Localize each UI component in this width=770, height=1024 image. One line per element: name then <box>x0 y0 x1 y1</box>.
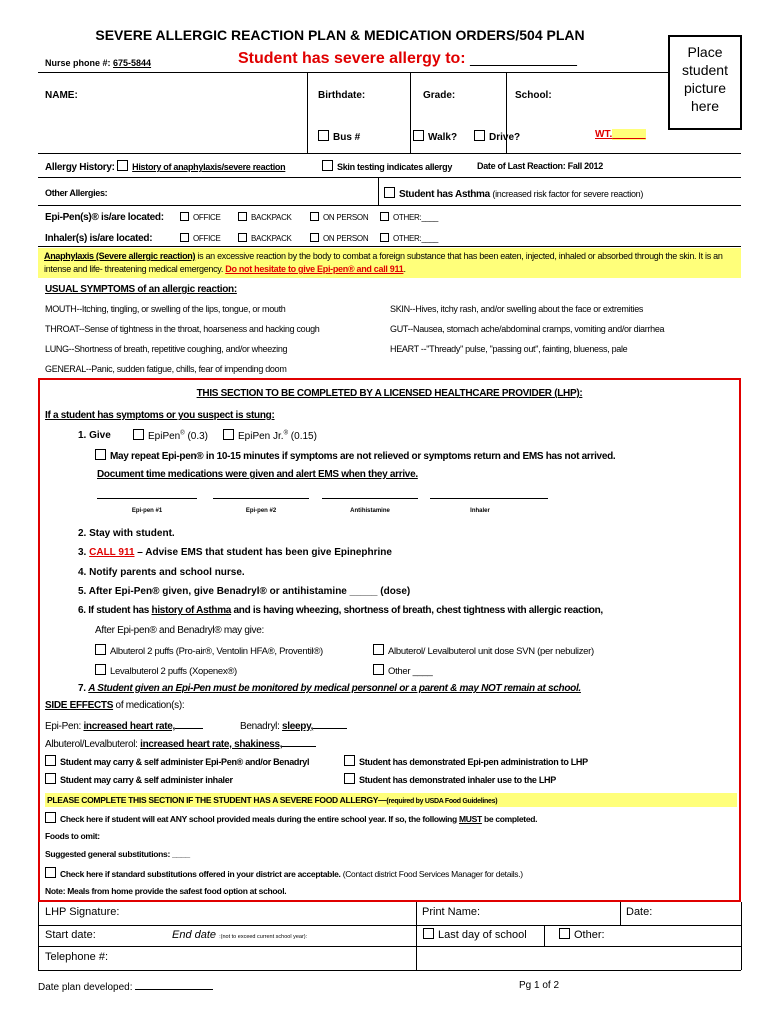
nurse-phone-label: Nurse phone #: <box>45 58 111 68</box>
step-4: 4. Notify parents and school nurse. <box>78 567 245 578</box>
carry-epipen-option: Student may carry & self administer Epi-Pen® and/or Benadryl <box>45 755 309 767</box>
home-meals-note: Note: Meals from home provide the safest food option at school. <box>45 886 287 896</box>
col-epipen-2: Epi-pen #2 <box>245 508 277 514</box>
step-2: 2. Stay with student. <box>78 528 175 539</box>
inhaler-on-person: ON PERSON <box>310 233 368 243</box>
page-number: Pg 1 of 2 <box>519 980 560 991</box>
asthma-checkbox[interactable] <box>384 187 395 198</box>
demo-inhaler-option: Student has demonstrated inhaler use to the LHP <box>344 773 556 785</box>
col-antihistamine: Antihistamine <box>350 508 390 514</box>
drive-option: Drive? <box>474 130 520 143</box>
skin-test-checkbox[interactable] <box>322 160 333 171</box>
inhaler-other: OTHER:____ <box>380 233 438 243</box>
albuterol-svn-checkbox[interactable] <box>373 644 384 655</box>
name-label: NAME: <box>45 90 78 101</box>
epipen-location-label: Epi-Pen(s)® is/are located: <box>45 212 164 223</box>
other-allergies-label: Other Allergies: <box>45 188 108 198</box>
carry-epipen-checkbox[interactable] <box>45 755 56 766</box>
standard-subs-checkbox[interactable] <box>45 867 56 878</box>
step1-label: 1. Give <box>78 430 111 441</box>
demo-inhaler-checkbox[interactable] <box>344 773 355 784</box>
symptom-lung: LUNG--Shortness of breath, repetitive coughing, and/or wheezing <box>45 344 288 354</box>
student-photo-placeholder[interactable]: Place student picture here <box>668 35 742 130</box>
albuterol-side-effects: Albuterol/Levalbuterol: increased heart rate, shakiness, <box>45 737 316 750</box>
inhaler-office: OFFICE <box>180 233 221 243</box>
carry-inhaler-checkbox[interactable] <box>45 773 56 784</box>
other-end-checkbox[interactable] <box>559 928 570 939</box>
skin-test-option: Skin testing indicates allergy <box>322 160 452 172</box>
epipen-checkbox[interactable] <box>133 429 144 440</box>
drive-checkbox[interactable] <box>474 130 485 141</box>
inhaler-on-person-checkbox[interactable] <box>310 233 319 242</box>
step-6: 6. If student has history of Asthma and is having wheezing, shortness of breath, chest tightness with allergic reaction, <box>78 605 603 616</box>
epipen-option: EpiPen® (0.3) <box>133 429 208 442</box>
severe-allergy-label: Student has severe allergy to: <box>238 50 466 67</box>
foods-to-omit-label: Foods to omit: <box>45 831 100 841</box>
school-meals-option: Check here if student will eat ANY school provided meals during the entire school year. If so, the following MUST be completed. <box>45 812 537 824</box>
severe-allergy <box>238 50 577 68</box>
epipen-jr-checkbox[interactable] <box>223 429 234 440</box>
nurse-phone <box>45 58 151 68</box>
symptom-throat: THROAT--Sense of tightness in the throat, hoarseness and hacking cough <box>45 324 320 334</box>
telephone-label: Telephone #: <box>45 951 108 963</box>
symptom-mouth: MOUTH--Itching, tingling, or swelling of the lips, tongue, or mouth <box>45 304 286 314</box>
other-med-checkbox[interactable] <box>373 664 384 675</box>
walk-option: Walk? <box>413 130 457 143</box>
other-end-option: Other: <box>559 928 605 941</box>
weight-field[interactable]: WT.______ <box>595 129 646 140</box>
repeat-epipen: May repeat Epi-pen® in 10-15 minutes if symptoms are not relieved or symptoms return and EMS has not arrived. <box>95 449 615 462</box>
nurse-phone-value: 675-5844 <box>113 58 152 68</box>
last-day-checkbox[interactable] <box>423 928 434 939</box>
step-5: 5. After Epi-Pen® given, give Benadryl® or antihistamine _____ (dose) <box>78 586 411 597</box>
epipen-backpack: BACKPACK <box>238 212 292 222</box>
start-date-label: Start date: <box>45 929 96 941</box>
step-3: 3. CALL 911 – Advise EMS that student has been give Epinephrine <box>78 547 392 558</box>
symptom-gut: GUT--Nausea, stomach ache/abdominal cramps, vomiting and/or diarrhea <box>390 324 665 334</box>
school-meals-checkbox[interactable] <box>45 812 56 823</box>
after-meds: After Epi-pen® and Benadryl® may give: <box>95 625 264 636</box>
epipen-side-effects: Epi-Pen: increased heart rate, <box>45 719 203 732</box>
walk-checkbox[interactable] <box>413 130 424 141</box>
epipen-on-person: ON PERSON <box>310 212 368 222</box>
end-date-label: End date :(not to exceed current school year): <box>172 929 308 941</box>
demo-epipen-option: Student has demonstrated Epi-pen administration to LHP <box>344 755 588 767</box>
albuterol-svn-option: Albuterol/ Levalbuterol unit dose SVN (per nebulizer) <box>373 644 594 657</box>
inhaler-location-label: Inhaler(s) is/are located: <box>45 233 153 244</box>
albuterol-option: Albuterol 2 puffs (Pro-air®, Ventolin HFA®, Proventil®) <box>95 644 323 657</box>
allergy-history-row: Allergy History: History of anaphylaxis/severe reaction <box>45 162 286 173</box>
symptoms-heading: USUAL SYMPTOMS of an allergic reaction: <box>45 284 237 295</box>
symptom-skin: SKIN--Hives, itchy rash, and/or swelling about the face or extremities <box>390 304 644 314</box>
epipen-other: OTHER:____ <box>380 212 438 222</box>
bus-option: Bus # <box>318 130 360 143</box>
school-label: School: <box>515 90 552 101</box>
lhp-section-title: THIS SECTION TO BE COMPLETED BY A LICENSED HEALTHCARE PROVIDER (LHP): <box>196 388 583 399</box>
epipen-backpack-checkbox[interactable] <box>238 212 247 221</box>
symptom-heart: HEART --"Thready" pulse, "passing out", fainting, blueness, pale <box>390 344 628 354</box>
severe-allergy-value: ____________ <box>470 50 577 67</box>
demo-epipen-checkbox[interactable] <box>344 755 355 766</box>
benadryl-side-effects: Benadryl: sleepy, <box>240 719 347 732</box>
col-epipen-1: Epi-pen #1 <box>131 508 163 514</box>
repeat-epipen-checkbox[interactable] <box>95 449 106 460</box>
epipen-on-person-checkbox[interactable] <box>310 212 319 221</box>
epipen-other-checkbox[interactable] <box>380 212 389 221</box>
print-name-label: Print Name: <box>422 906 481 918</box>
lhp-signature-label: LHP Signature: <box>45 906 120 918</box>
food-allergy-heading: PLEASE COMPLETE THIS SECTION IF THE STUDENT HAS A SEVERE FOOD ALLERGY—(required by USDA Food Guidelines) <box>45 793 737 807</box>
grade-label: Grade: <box>423 90 456 101</box>
epipen-jr-option: EpiPen Jr.® (0.15) <box>223 429 317 442</box>
levalbuterol-checkbox[interactable] <box>95 664 106 675</box>
inhaler-other-checkbox[interactable] <box>380 233 389 242</box>
step-7: 7. A Student given an Epi-Pen must be monitored by medical personnel or a parent & may NOT remain at school. <box>78 683 581 694</box>
carry-inhaler-option: Student may carry & self administer inhaler <box>45 773 233 785</box>
standard-subs-option: Check here if standard substitutions offered in your district are acceptable. (Contact district Food Services Manager for details.) <box>45 867 523 879</box>
document-time: Document time medications were given and alert EMS when they arrive. <box>97 469 418 480</box>
date-label: Date: <box>626 906 653 918</box>
inhaler-office-checkbox[interactable] <box>180 233 189 242</box>
anaphylaxis-definition: Anaphylaxis (Severe allergic reaction) is an excessive reaction by the body to combat a foreign substance that has been eaten, injected, inhaled or absorbed through the skin. It is an intense and life- threatening medical emergency. Do not hesitate to give Epi-pen® and call 911. <box>38 248 741 278</box>
albuterol-checkbox[interactable] <box>95 644 106 655</box>
epipen-office: OFFICE <box>180 212 221 222</box>
date-plan-developed: Date plan developed: <box>38 980 213 993</box>
inhaler-backpack: BACKPACK <box>238 233 292 243</box>
bus-checkbox[interactable] <box>318 130 329 141</box>
asthma-option: Student has Asthma (increased risk factor for severe reaction) <box>384 187 643 200</box>
epipen-office-checkbox[interactable] <box>180 212 189 221</box>
side-effects-heading: SIDE EFFECTS of medication(s): <box>45 700 185 711</box>
birthdate-label: Birthdate: <box>318 90 366 101</box>
inhaler-backpack-checkbox[interactable] <box>238 233 247 242</box>
other-med-option: Other ____ <box>373 664 433 677</box>
page-title: SEVERE ALLERGIC REACTION PLAN & MEDICATION ORDERS/504 PLAN <box>95 27 585 43</box>
lhp-intro: If a student has symptoms or you suspect is stung: <box>45 410 275 421</box>
col-inhaler: Inhaler <box>470 508 490 514</box>
last-day-option: Last day of school <box>423 928 527 941</box>
substitutions: Suggested general substitutions: ____ <box>45 849 190 859</box>
last-reaction: Date of Last Reaction: Fall 2012 <box>477 161 603 171</box>
symptom-general: GENERAL--Panic, sudden fatigue, chills, fear of impending doom <box>45 364 287 374</box>
levalbuterol-option: Levalbuterol 2 puffs (Xopenex®) <box>95 664 237 677</box>
anaphylaxis-history-checkbox[interactable] <box>117 160 128 171</box>
